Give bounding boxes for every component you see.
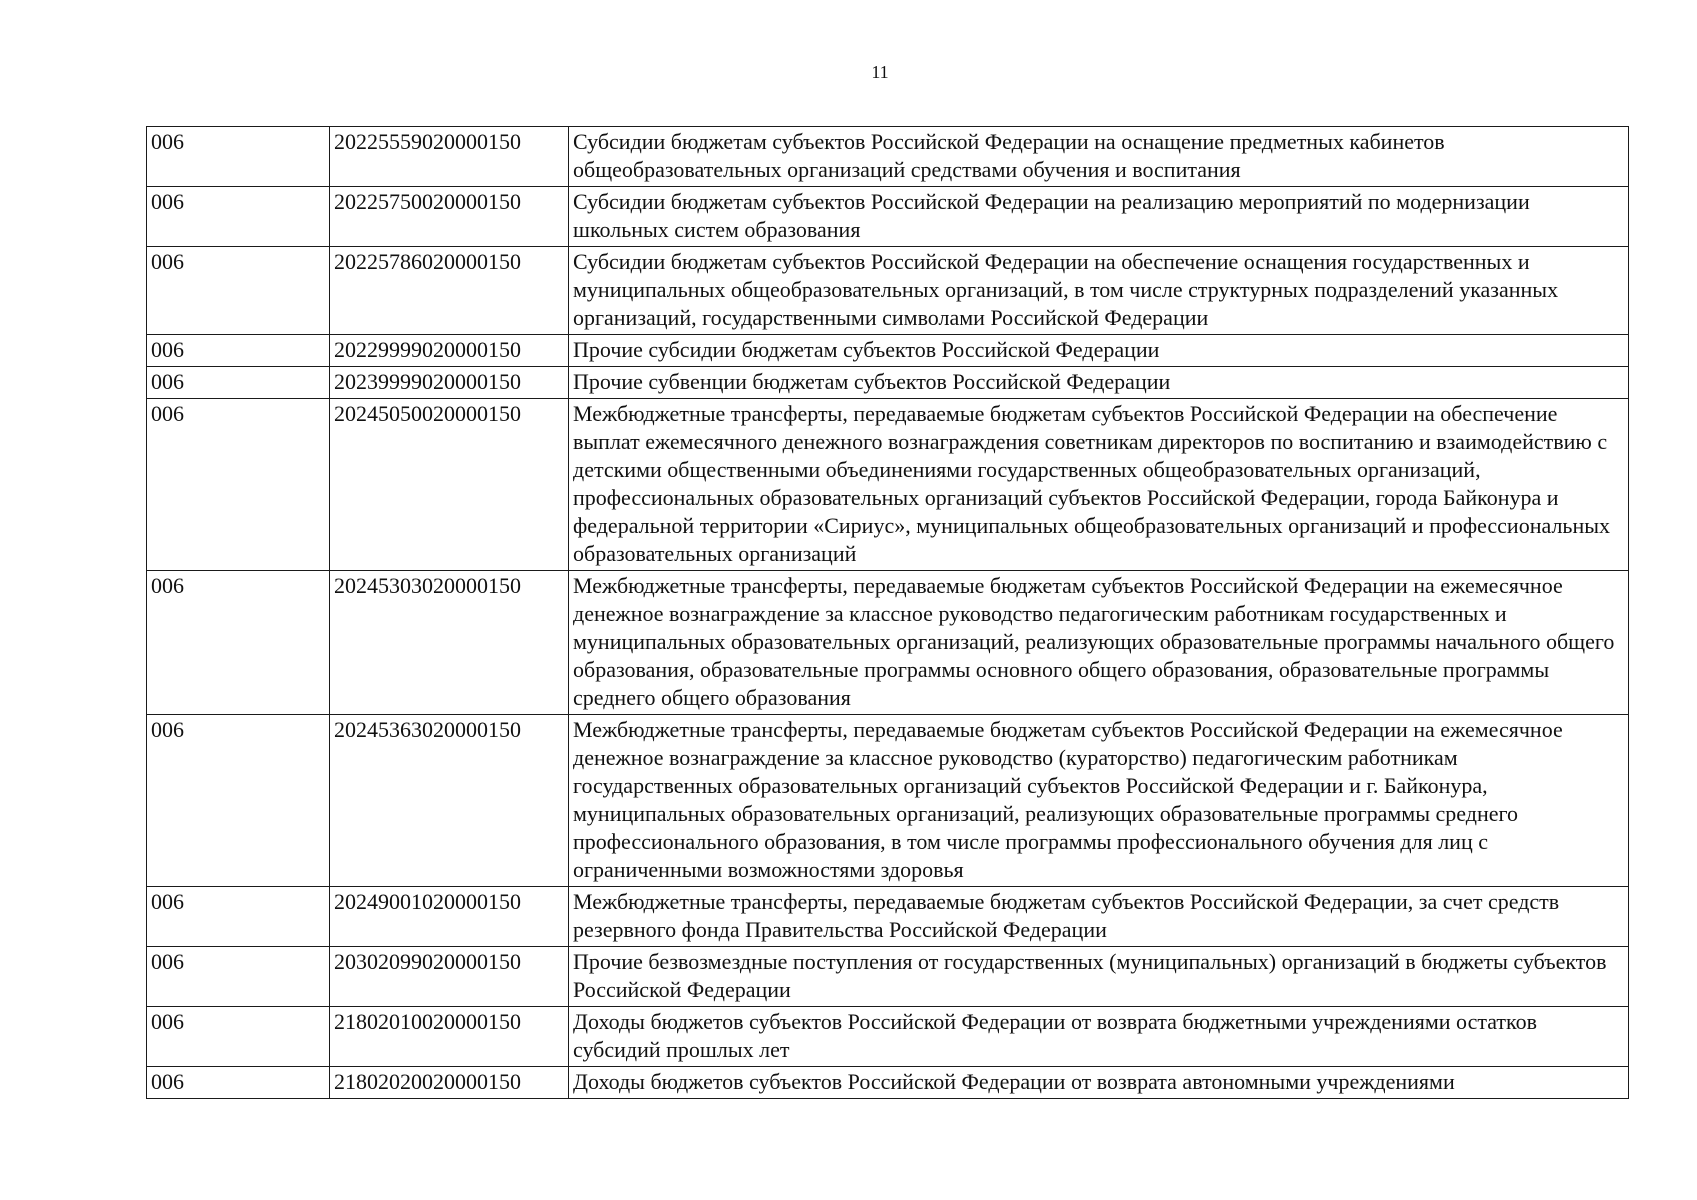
admin-code-cell: 006 [147, 1007, 330, 1067]
admin-code-cell: 006 [147, 1067, 330, 1099]
admin-code-cell: 006 [147, 947, 330, 1007]
budget-code-cell: 20245050020000150 [330, 399, 569, 571]
description-cell: Доходы бюджетов субъектов Российской Федерации от возврата автономными учреждениями [569, 1067, 1629, 1099]
table-row [147, 715, 1629, 887]
table-row [147, 247, 1629, 335]
table-row [147, 571, 1629, 715]
description-cell: Прочие субвенции бюджетам субъектов Российской Федерации [569, 367, 1629, 399]
table-row [147, 399, 1629, 571]
table-row [147, 1007, 1629, 1067]
description-cell: Субсидии бюджетам субъектов Российской Федерации на реализацию мероприятий по модернизации школьных систем образования [569, 187, 1629, 247]
description-cell: Доходы бюджетов субъектов Российской Федерации от возврата бюджетными учреждениями остатков субсидий прошлых лет [569, 1007, 1629, 1067]
budget-code-cell: 21802010020000150 [330, 1007, 569, 1067]
page-number: 11 [871, 62, 889, 82]
admin-code-cell: 006 [147, 247, 330, 335]
table-body [147, 127, 1629, 1099]
budget-code-cell: 20229999020000150 [330, 335, 569, 367]
table-row [147, 367, 1629, 399]
admin-code-cell: 006 [147, 887, 330, 947]
table-row [147, 127, 1629, 187]
admin-code-cell: 006 [147, 367, 330, 399]
table-row [147, 187, 1629, 247]
budget-code-cell: 20225559020000150 [330, 127, 569, 187]
description-cell: Субсидии бюджетам субъектов Российской Федерации на оснащение предметных кабинетов общеобразовательных организаций средствами обучения и воспитания [569, 127, 1629, 187]
budget-code-cell: 20245363020000150 [330, 715, 569, 887]
description-cell: Прочие субсидии бюджетам субъектов Российской Федерации [569, 335, 1629, 367]
budget-code-cell: 20249001020000150 [330, 887, 569, 947]
admin-code-cell: 006 [147, 127, 330, 187]
budget-code-cell: 20302099020000150 [330, 947, 569, 1007]
description-cell: Межбюджетные трансферты, передаваемые бюджетам субъектов Российской Федерации на ежемесячное денежное вознаграждение за классное руководство (кураторство) педагогическим работникам государственных образовательных организаций субъектов Российской Федерации и г. Байконура, муниципальных образовательных организаций, реализующих образовательные программы среднего профессионального образования, в том числе программы профессионального обучения для лиц с ограниченными возможностями здоровья [569, 715, 1629, 887]
table-row [147, 335, 1629, 367]
budget-code-cell: 20225786020000150 [330, 247, 569, 335]
budget-code-cell: 20225750020000150 [330, 187, 569, 247]
revenue-codes-table [146, 126, 1629, 1099]
description-cell: Субсидии бюджетам субъектов Российской Федерации на обеспечение оснащения государственных и муниципальных общеобразовательных организаций, в том числе структурных подразделений указанных организаций, государственными символами Российской Федерации [569, 247, 1629, 335]
table-row [147, 887, 1629, 947]
description-cell: Прочие безвозмездные поступления от государственных (муниципальных) организаций в бюджеты субъектов Российской Федерации [569, 947, 1629, 1007]
description-cell: Межбюджетные трансферты, передаваемые бюджетам субъектов Российской Федерации, за счет средств резервного фонда Правительства Российской Федерации [569, 887, 1629, 947]
table-row [147, 1067, 1629, 1099]
admin-code-cell: 006 [147, 187, 330, 247]
admin-code-cell: 006 [147, 399, 330, 571]
budget-code-cell: 20245303020000150 [330, 571, 569, 715]
description-cell: Межбюджетные трансферты, передаваемые бюджетам субъектов Российской Федерации на ежемесячное денежное вознаграждение за классное руководство педагогическим работникам государственных и муниципальных образовательных организаций, реализующих образовательные программы начального общего образования, образовательные программы основного общего образования, образовательные программы среднего общего образования [569, 571, 1629, 715]
description-cell: Межбюджетные трансферты, передаваемые бюджетам субъектов Российской Федерации на обеспечение выплат ежемесячного денежного вознаграждения советникам директоров по воспитанию и взаимодействию с детскими общественными объединениями государственных общеобразовательных организаций, профессиональных образовательных организаций субъектов Российской Федерации, города Байконура и федеральной территории «Сириус», муниципальных общеобразовательных организаций и профессиональных образовательных организаций [569, 399, 1629, 571]
budget-code-cell: 21802020020000150 [330, 1067, 569, 1099]
admin-code-cell: 006 [147, 715, 330, 887]
admin-code-cell: 006 [147, 571, 330, 715]
budget-code-cell: 20239999020000150 [330, 367, 569, 399]
admin-code-cell: 006 [147, 335, 330, 367]
table-row [147, 947, 1629, 1007]
